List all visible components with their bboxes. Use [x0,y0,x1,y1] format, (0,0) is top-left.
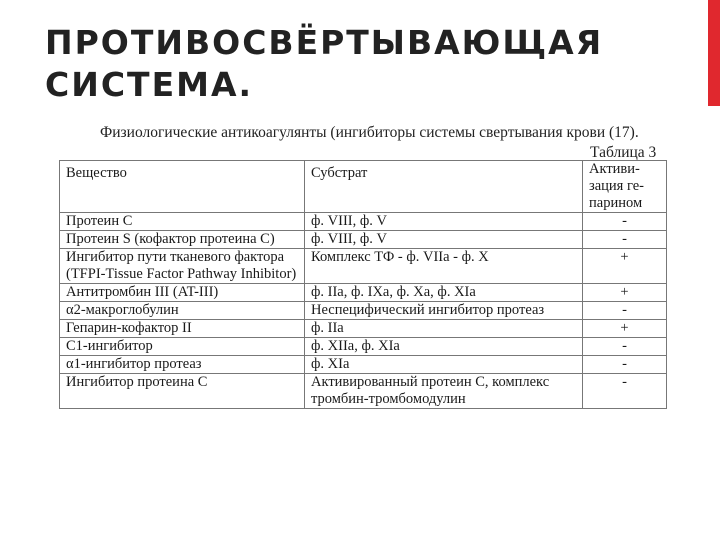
cell-substrate: ф. XIIa, ф. XIa [305,338,583,356]
cell-activation: - [583,302,667,320]
table-row [60,231,667,249]
cell-substance: С1-ингибитор [60,338,305,356]
table-row [60,284,667,302]
cell-substrate: ф. VIII, ф. V [305,213,583,231]
header-substance: Вещество [60,161,305,213]
cell-substrate: ф. XIa [305,356,583,374]
anticoagulants-table [59,160,667,409]
cell-substance: Протеин S (кофактор протеина С) [60,231,305,249]
table-row [60,338,667,356]
cell-activation: + [583,284,667,302]
cell-substrate: ф. IIa [305,320,583,338]
table-row [60,213,667,231]
table-row [60,374,667,409]
table-caption: Физиологические антикоагулянты (ингибиторы системы свертывания крови (17). [100,124,639,141]
cell-activation: - [583,231,667,249]
slide-title-line-1: ПРОТИВОСВЁРТЫВАЮЩАЯ [45,23,604,62]
table-row [60,249,667,284]
header-substrate: Субстрат [305,161,583,213]
cell-activation: - [583,213,667,231]
table-row [60,302,667,320]
cell-activation: + [583,249,667,284]
cell-substrate: Комплекс ТФ - ф. VIIa - ф. X [305,249,583,284]
accent-bar [708,0,720,106]
table-row [60,320,667,338]
cell-substance: Ингибитор пути тканевого фактора (TFPI-Tissue Factor Pathway Inhibitor) [60,249,305,284]
table-header-row [60,161,667,213]
table-row [60,356,667,374]
cell-activation: - [583,338,667,356]
cell-activation: - [583,374,667,409]
cell-substance: Антитромбин III (AT-III) [60,284,305,302]
cell-substrate: ф. IIa, ф. IXa, ф. Xa, ф. XIa [305,284,583,302]
slide-title [45,22,603,106]
cell-substrate: Неспецифический ингибитор протеаз [305,302,583,320]
cell-activation: - [583,356,667,374]
cell-substance: Гепарин-кофактор II [60,320,305,338]
slide-title-line-2: СИСТЕМА. [45,65,254,104]
cell-substance: Ингибитор протеина С [60,374,305,409]
cell-substrate: ф. VIII, ф. V [305,231,583,249]
table-number-label: Таблица 3 [590,144,657,161]
cell-substance: α1-ингибитор протеаз [60,356,305,374]
cell-substrate: Активированный протеин С, комплекс тромбин-тромбомодулин [305,374,583,409]
cell-substance: α2-макроглобулин [60,302,305,320]
cell-substance: Протеин С [60,213,305,231]
cell-activation: + [583,320,667,338]
header-heparin-activation: Активи-зация ге-парином [583,161,667,213]
